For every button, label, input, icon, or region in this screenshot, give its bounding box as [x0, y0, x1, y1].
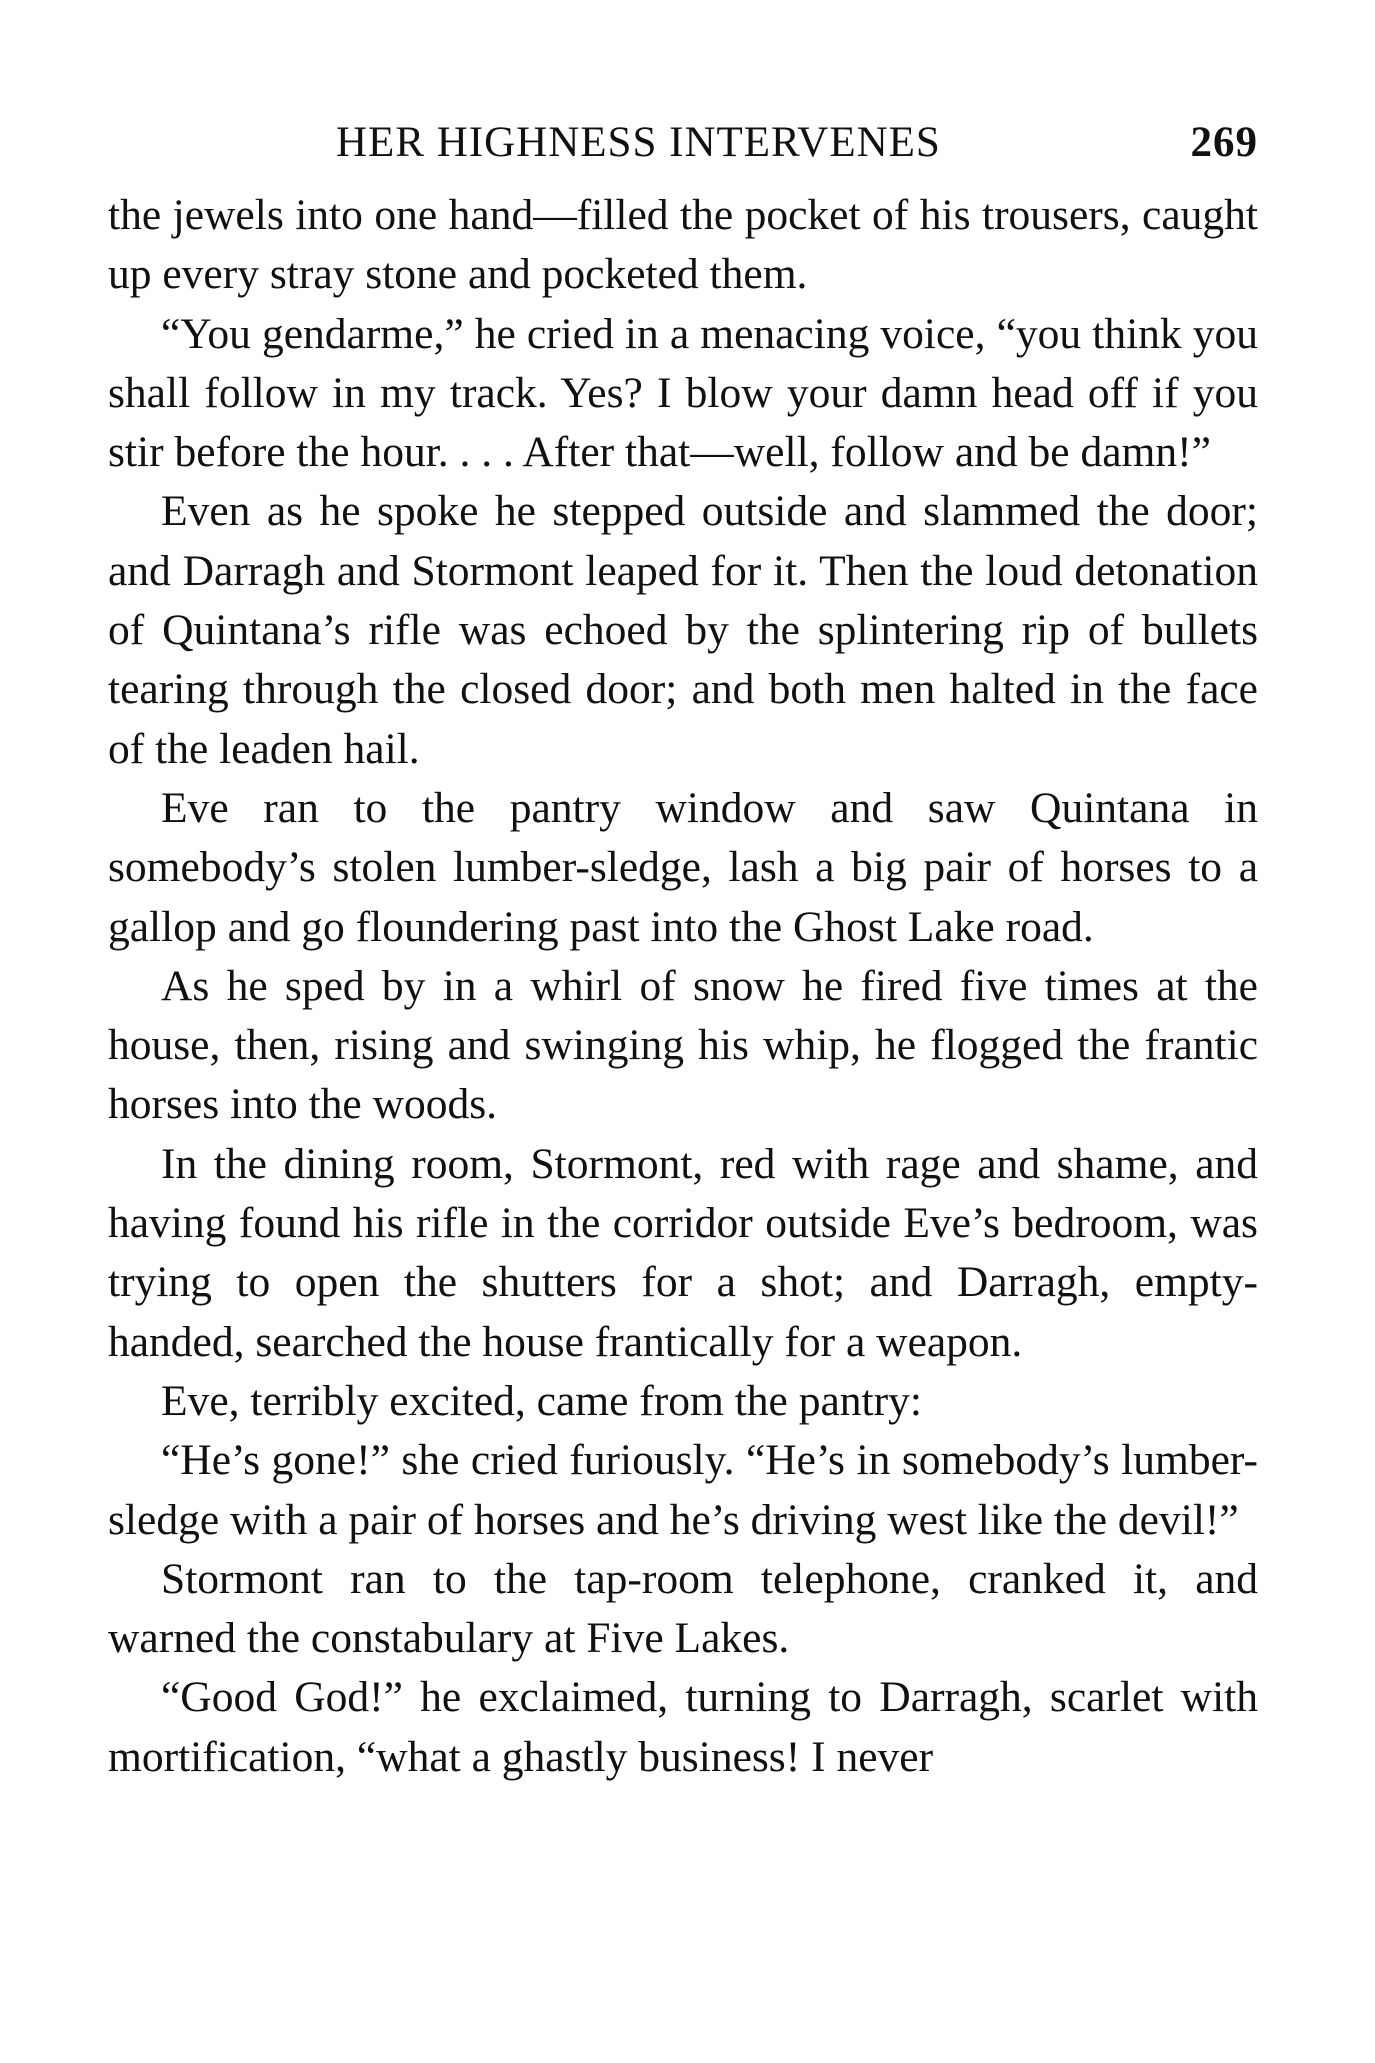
paragraph: Eve ran to the pantry window and saw Quintana in somebody’s stolen lumber-sledge, lash a big pair of horses to a gallop and go floundering past into the Ghost Lake road. — [108, 783, 1258, 951]
book-page — [108, 118, 1258, 2038]
running-header — [108, 118, 1258, 178]
body-text — [108, 186, 1258, 1787]
paragraph: the jewels into one hand—filled the pocket of his trousers, caught up every stray stone and pocketed them. — [108, 191, 1258, 299]
paragraph: As he sped by in a whirl of snow he fired five times at the house, then, rising and swinging his whip, he flogged the frantic horses into the woods. — [108, 961, 1258, 1129]
paragraph: “You gendarme,” he cried in a menacing voice, “you think you shall follow in my track. Yes? I blow your damn head off if you stir before the hour. . . . After that—well, follow and be damn!” — [108, 309, 1258, 477]
running-title: HER HIGHNESS INTERVENES — [336, 119, 941, 166]
paragraph: Even as he spoke he stepped outside and slammed the door; and Darragh and Stormont leaped for it. Then the loud detonation of Quintana’s rifle was echoed by the splintering rip of bullets tearing through the closed door; and both men halted in the face of the leaden hail. — [108, 487, 1258, 773]
paragraph: “He’s gone!” she cried furiously. “He’s in somebody’s lumber-sledge with a pair of horses and he’s driving west like the devil!” — [108, 1436, 1258, 1544]
paragraph: Eve, terribly excited, came from the pantry: — [161, 1376, 922, 1425]
paragraph: “Good God!” he exclaimed, turning to Darragh, scarlet with mortification, “what a ghastly business! I never — [108, 1673, 1258, 1781]
paragraph: Stormont ran to the tap-room telephone, cranked it, and warned the constabulary at Five Lakes. — [108, 1554, 1258, 1663]
paragraph: In the dining room, Stormont, red with rage and shame, and having found his rifle in the corridor outside Eve’s bedroom, was trying to open the shutters for a shot; and Darragh, empty-handed, searched the house frantically for a weapon. — [108, 1139, 1258, 1366]
page-number: 269 — [1190, 119, 1258, 166]
